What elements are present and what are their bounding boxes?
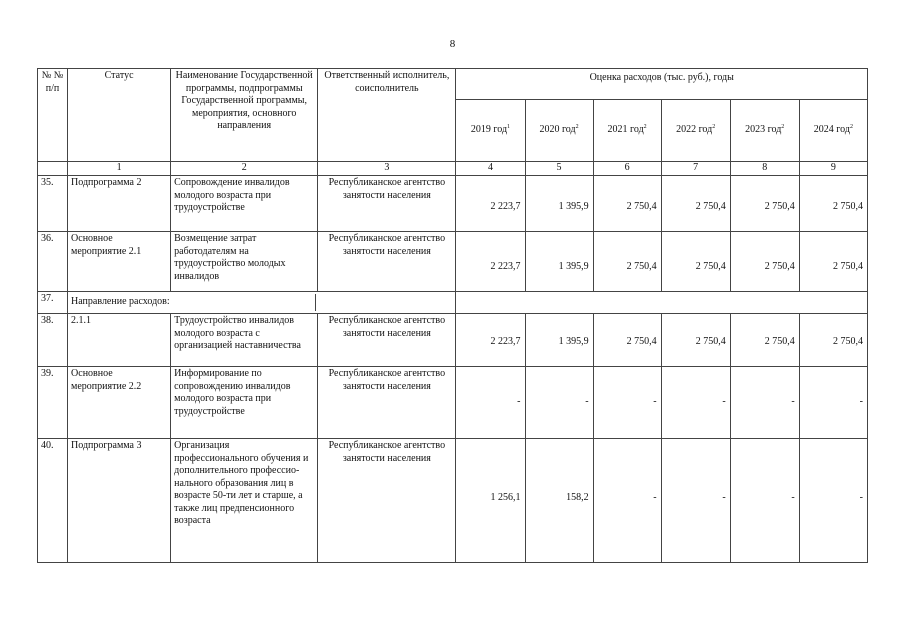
expenses-table: [37, 68, 868, 563]
row-value: -: [525, 367, 593, 439]
column-number: 2: [171, 162, 318, 176]
table-row-direction: [38, 292, 868, 314]
row-value: 2 750,4: [661, 232, 730, 292]
row-value: 158,2: [525, 439, 593, 563]
row-num: 37.: [38, 292, 68, 314]
table-row: [38, 314, 868, 367]
row-value: -: [730, 439, 799, 563]
column-number: 5: [525, 162, 593, 176]
header-status: Статус: [68, 69, 171, 162]
header-expenses: Оценка расходов (тыс. руб.), годы: [456, 69, 868, 100]
column-number: 7: [661, 162, 730, 176]
column-number: 8: [730, 162, 799, 176]
row-responsible: Республиканское агентство занятости населения: [318, 232, 456, 292]
header-num: № № п/п: [38, 69, 68, 162]
row-num: 36.: [38, 232, 68, 292]
column-number: 4: [456, 162, 525, 176]
row-value: 2 750,4: [799, 232, 867, 292]
row-value: 2 750,4: [730, 176, 799, 232]
row-value: 1 395,9: [525, 314, 593, 367]
table-row: [38, 176, 868, 232]
row-name: Информирование по сопровождению инвалидов молодого возраста при трудоустройстве: [171, 367, 318, 439]
row-value: 2 750,4: [730, 232, 799, 292]
row-name: Сопровождение инвалидов молодого возраста при трудоустройстве: [171, 176, 318, 232]
table-row: [38, 367, 868, 439]
row-value: 2 750,4: [593, 232, 661, 292]
row-name: Возмещение затрат работодателям на трудоустройство молодых инвалидов: [171, 232, 318, 292]
column-number: 1: [68, 162, 171, 176]
column-number: 6: [593, 162, 661, 176]
column-number: 9: [799, 162, 867, 176]
direction-label: Направление расходов:: [68, 292, 456, 314]
row-value: 2 750,4: [799, 314, 867, 367]
row-status: Основное мероприятие 2.1: [68, 232, 171, 292]
row-value: -: [799, 439, 867, 563]
row-num: 39.: [38, 367, 68, 439]
row-name: Организация профессионального обучения и дополнительного профессио-нального образования лиц в возрасте 50-ти лет и старше, а также лиц предпенсионного возраста: [171, 439, 318, 563]
row-value: -: [661, 439, 730, 563]
row-value: 2 750,4: [593, 314, 661, 367]
row-value: -: [593, 367, 661, 439]
header-year-2019: 2019 год$^1$: [456, 100, 525, 162]
header-year-2022: 2022 год$^2$: [661, 100, 730, 162]
row-value: 1 395,9: [525, 176, 593, 232]
row-value: 2 750,4: [730, 314, 799, 367]
row-name: Трудоустройство инвалидов молодого возраста с организацией наставничества: [171, 314, 318, 367]
header-name: Наименование Государственной программы, подпрограммы Государственной программы, мероприятия, основного направления: [171, 69, 318, 162]
row-status: Основное мероприятие 2.2: [68, 367, 171, 439]
header-year-2021: 2021 год$^2$: [593, 100, 661, 162]
row-responsible: Республиканское агентство занятости населения: [318, 314, 456, 367]
row-value: -: [799, 367, 867, 439]
row-responsible: Республиканское агентство занятости населения: [318, 176, 456, 232]
row-value: 2 750,4: [661, 176, 730, 232]
row-value: 2 223,7: [456, 176, 525, 232]
header-year-2024: 2024 год$^2$: [799, 100, 867, 162]
column-number: [38, 162, 68, 176]
row-value: 2 750,4: [661, 314, 730, 367]
column-number: 3: [318, 162, 456, 176]
page-number: 8: [449, 38, 456, 50]
row-value: -: [593, 439, 661, 563]
row-num: 38.: [38, 314, 68, 367]
row-value: 1 256,1: [456, 439, 525, 563]
row-status: 2.1.1: [68, 314, 171, 367]
column-number-row: [38, 162, 868, 176]
table-row: [38, 232, 868, 292]
table-row: [38, 439, 868, 563]
row-status: Подпрограмма 3: [68, 439, 171, 563]
row-value: 1 395,9: [525, 232, 593, 292]
row-value: -: [730, 367, 799, 439]
row-value: -: [456, 367, 525, 439]
row-num: 40.: [38, 439, 68, 563]
header-responsible: Ответственный исполнитель, соисполнитель: [318, 69, 456, 162]
row-value: 2 750,4: [593, 176, 661, 232]
row-status: Подпрограмма 2: [68, 176, 171, 232]
row-responsible: Республиканское агентство занятости населения: [318, 367, 456, 439]
row-responsible: Республиканское агентство занятости населения: [318, 439, 456, 563]
row-value: 2 223,7: [456, 232, 525, 292]
row-value: 2 750,4: [799, 176, 867, 232]
header-year-2023: 2023 год$^2$: [730, 100, 799, 162]
header-year-2020: 2020 год$^2$: [525, 100, 593, 162]
row-value: -: [661, 367, 730, 439]
row-value: 2 223,7: [456, 314, 525, 367]
row-num: 35.: [38, 176, 68, 232]
